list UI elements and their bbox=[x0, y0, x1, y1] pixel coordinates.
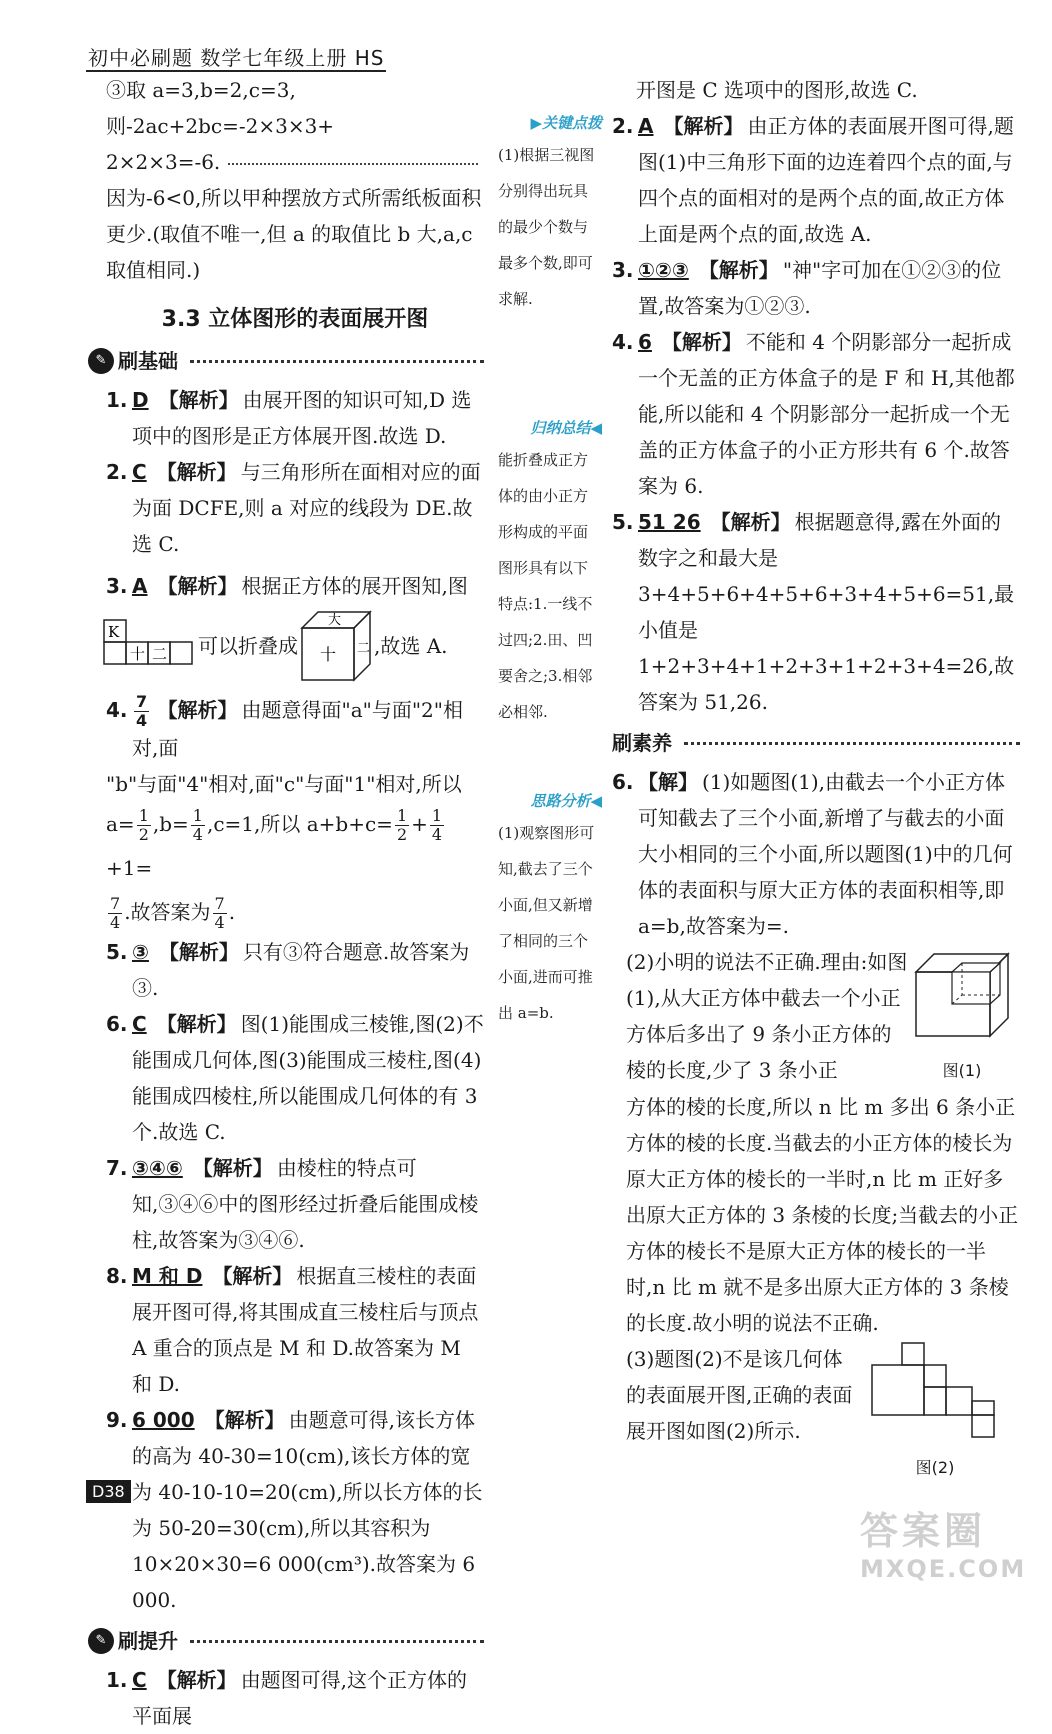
side-note: (1)观察图形可知,截去了三个小面,但又新增了相同的三个小面,进而可推出 a=b. bbox=[498, 824, 595, 1022]
right-column bbox=[612, 72, 1020, 1486]
question-3-figures bbox=[102, 604, 484, 688]
question-8: 8. M 和 D 【解析】 根据直三棱柱的表面展开图可得,将其围成直三棱柱后与顶点 A 重合的顶点是 M 和 D.故答案为 M 和 D. bbox=[106, 1264, 479, 1396]
q3-mid-text: 可以折叠成 bbox=[198, 634, 298, 658]
part-3-block bbox=[612, 1341, 1020, 1486]
cube-net-figure bbox=[102, 616, 198, 676]
cube-figure bbox=[298, 608, 374, 684]
side-heading: 思路分析◀ bbox=[530, 792, 602, 810]
net-char: 二 bbox=[152, 645, 168, 663]
pencil-icon: ✎ bbox=[88, 1628, 114, 1654]
intro-line: 因为-6<0,所以甲种摆放方式所需纸板面积 bbox=[106, 186, 482, 210]
badge-su: 刷素养 bbox=[612, 731, 672, 755]
intro-line: 更少.(取值不唯一,但 a 的取值比 b 大,a,c bbox=[106, 222, 473, 246]
question-up-2: 2. A 【解析】 由正方体的表面展开图可得,题图(1)中三角形下面的边连着四个点的面,与四个点的面相对的是两个点的面,故正方体上面是两个点的面,故选 A. bbox=[612, 114, 1014, 246]
left-column bbox=[95, 72, 484, 1734]
side-heading: ▶关键点拨 bbox=[530, 114, 602, 132]
watermark-line: 答案圈 bbox=[860, 1509, 987, 1553]
divider bbox=[684, 742, 1020, 745]
right-top-line: 开图是 C 选项中的图形,故选 C. bbox=[636, 78, 918, 102]
q4-line: $\frac{7}{4}$ .故答案为 $\frac{7}{4}$ . bbox=[110, 894, 236, 932]
question-2: 2. C 【解析】 与三角形所在面相对应的面为面 DCFE,则 a 对应的线段为 DE.故选 C. bbox=[106, 460, 481, 556]
question-7: 7. ③④⑥ 【解析】 由棱柱的特点可知,③④⑥中的图形经过折叠后能围成棱柱,故答案为③④⑥. bbox=[106, 1156, 479, 1252]
question-1: 1. D 【解析】 由展开图的知识可知,D 选项中的图形是正方体展开图.故选 D. bbox=[106, 388, 472, 448]
cube-char: 十 bbox=[320, 645, 337, 664]
badge-up-row bbox=[84, 1626, 484, 1656]
question-3: 3. A 【解析】 根据正方体的展开图知,图 bbox=[106, 574, 468, 598]
unfolded-net-figure bbox=[870, 1341, 1000, 1439]
q3-end-text: ,故选 A. bbox=[374, 634, 448, 658]
side-note: (1)根据三视图分别得出玩具的最少个数与最多个数,即可求解. bbox=[498, 146, 595, 308]
page-header: 初中必刷题 数学七年级上册 HS bbox=[88, 46, 385, 70]
question-up-1: 1. C 【解析】 由题图可得,这个正方体的平面展 bbox=[106, 1668, 468, 1728]
question-up-5: 5. 51 26 【解析】 根据题意得,露在外面的数字之和最大是 3+4+5+6+4+5+6+3+4+5+6=51,最小值是 1+2+3+4+1+2+3+1+2+3+4=26,故答案为 51,26. bbox=[612, 510, 1015, 714]
watermark bbox=[860, 1500, 1030, 1590]
watermark-line: MXQE.COM bbox=[860, 1555, 1027, 1583]
q4-line: "b"与面"4"相对,面"c"与面"1"相对,所以 bbox=[106, 772, 462, 796]
question-su-6: 6. 【解】 (1)如题图(1),由截去一个小正方体可知截去了三个小面,新增了与截去的小面大小相同的三个小面,所以题图(1)中的几何体的表面积与原大正方体的表面积相等,即 a=b,故答案为=. bbox=[612, 770, 1013, 938]
question-9: 9. 6 000 【解析】 由题意可得,该长方体的高为 40-30=10(cm),该长方体的宽为 40-10-10=20(cm),所以长方体的长为 50-20=30(cm),所以其容积为 10×20×30=6 000(cm³).故答案为 6 000. bbox=[106, 1408, 483, 1612]
pencil-icon: ✎ bbox=[88, 348, 114, 374]
q4-answer: $\frac{7}{4}$ bbox=[136, 692, 148, 730]
page-number: D38 bbox=[86, 1480, 131, 1503]
cube-char: 二 bbox=[357, 641, 371, 656]
question-5: 5. ③ 【解析】 只有③符合题意.故答案为③. bbox=[106, 940, 470, 1000]
question-up-3: 3. ①②③ 【解析】 "神"字可加在①②③的位置,故答案为①②③. bbox=[612, 258, 1002, 318]
divider bbox=[190, 1640, 484, 1643]
arrow-icon: ▶ bbox=[530, 114, 542, 132]
badge-su-row bbox=[608, 728, 1020, 758]
intro-line: 取值相同.) bbox=[106, 258, 201, 282]
intro-line: 2×2×3=-6. bbox=[106, 144, 484, 180]
question-6: 6. C 【解析】 图(1)能围成三棱锥,图(2)不能围成几何体,图(3)能围成三棱柱,图(4)能围成四棱柱,所以能围成几何体的有 3 个.故选 C. bbox=[106, 1012, 484, 1144]
net-char: K bbox=[108, 623, 120, 641]
side-note: 能折叠成正方体的由小正方形构成的平面图形具有以下特点:1.一线不过四;2.田、凹要舍之;3.相邻必相邻. bbox=[498, 451, 593, 721]
net-char: 十 bbox=[130, 645, 146, 663]
arrow-icon: ◀ bbox=[590, 419, 602, 437]
badge-up: ✎ 刷提升 bbox=[84, 1626, 186, 1656]
question-4: 4. $\frac{7}{4}$ 【解析】 由题意得面"a"与面"2"相对,面 bbox=[106, 692, 463, 760]
part-2-text: 方体的棱的长度,所以 n 比 m 多出 6 条小正方体的棱的长度.当截去的小正方体的棱长为原大正方体的棱长的一半时,n 比 m 正好多出原大正方体的 3 条棱的长度;当截去的小正方体的棱长不是原大正方体的棱长的一半时,n 比 m 就不是多出原大正方体的 3 条棱的长度.故小明的说法不正确. bbox=[626, 1095, 1019, 1335]
badge-basic: ✎ 刷基础 bbox=[84, 346, 186, 376]
divider bbox=[190, 360, 484, 363]
cube-char: 大 bbox=[328, 613, 342, 628]
q4-line: a= $\frac{1}{2}$ ,b= $\frac{1}{4}$ ,c=1,所以 a+b+c= $\frac{1}{2}$ + $\frac{1}{4}$ +1= bbox=[106, 806, 443, 880]
figure-2-label: 图(2) bbox=[915, 1458, 955, 1477]
part-2-text: (2)小明的说法不正确.理由:如图(1),从大正方体中截去一个小正方体后多出了 9 条小正方体的棱的长度,少了 3 条小正 bbox=[626, 950, 908, 1082]
side-heading: 归纳总结◀ bbox=[530, 419, 602, 437]
question-up-4: 4. 6 【解析】 不能和 4 个阴影部分一起折成一个无盖的正方体盒子的是 F 和 H,其他都能,所以能和 4 个阴影部分一起折成一个无盖的正方体盒子的小正方形共有 6 个.故答案为 6. bbox=[612, 330, 1015, 498]
part-3-text: (3)题图(2)不是该几何体的表面展开图,正确的表面展开图如图(2)所示. bbox=[626, 1347, 853, 1443]
section-title: 3.3 立体图形的表面展开图 bbox=[161, 307, 429, 332]
intro-line: ③取 a=3,b=2,c=3,则-2ac+2bc=-2×3×3+ bbox=[106, 78, 335, 138]
side-notes bbox=[498, 112, 602, 1031]
arrow-icon: ◀ bbox=[590, 792, 602, 810]
figure-1-label: 图(1) bbox=[942, 1061, 982, 1080]
figure-1 bbox=[912, 950, 1012, 1089]
cube-cut-figure bbox=[912, 950, 1012, 1042]
part-2-block bbox=[612, 944, 1020, 1089]
figure-2 bbox=[870, 1341, 1000, 1486]
badge-basic-row bbox=[84, 346, 484, 376]
